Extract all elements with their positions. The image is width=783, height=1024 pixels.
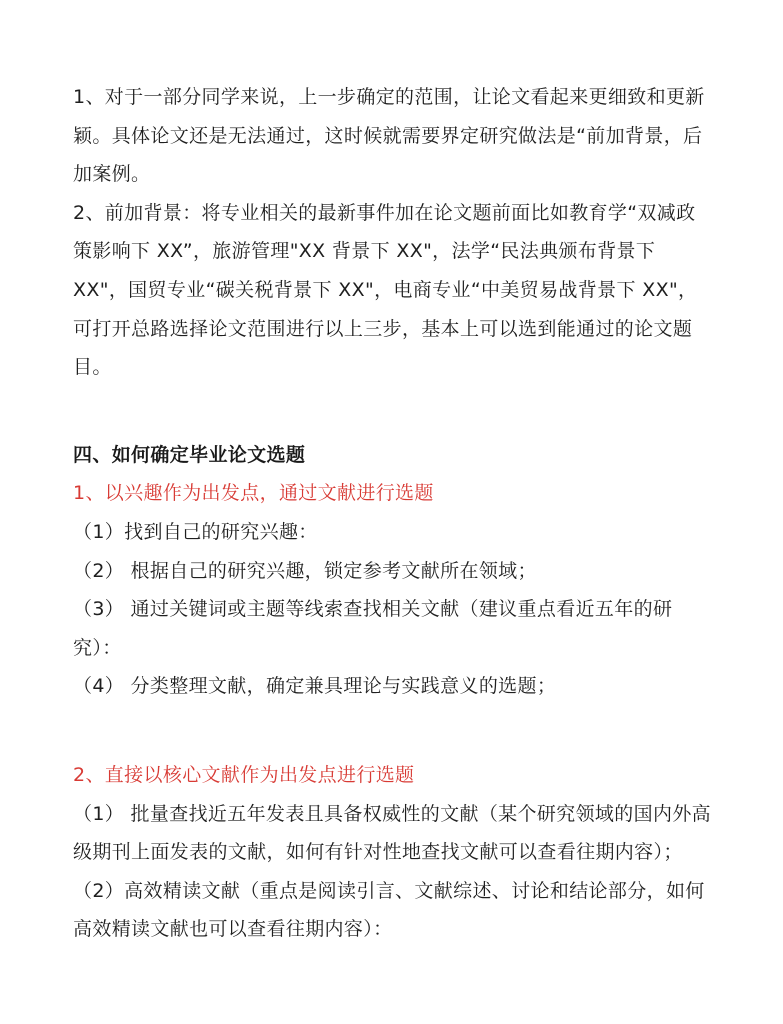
- document-page: [73, 78, 713, 949]
- method-1-step-3: （3） 通过关键词或主题等线索查找相关文献（建议重点看近五年的研究）：: [73, 598, 673, 659]
- method-1-step-2: （2） 根据自己的研究兴趣，锁定参考文献所在领域；: [73, 559, 537, 582]
- method-2-heading: 2、直接以核心文献作为出发点进行选题: [73, 763, 415, 786]
- intro-paragraph-2: 2、前加背景：将专业相关的最新事件加在论文题前面比如教育学“双减政策影响下 XX”，旅游管理"XX 背景下 XX"，法学“民法典颁布背景下 XX"，国贸专业“碳关税背景下 XX"，电商专业“中美贸易战背景下 XX"，可打开总路选择论文范围进行以上三步，基本上可以选到能通过的论文题目。: [73, 201, 698, 379]
- method-1-step-4: （4） 分类整理文献，确定兼具理论与实践意义的选题；: [73, 675, 557, 698]
- method-2-step-1: （1） 批量查找近五年发表且具备权威性的文献（某个研究领域的国内外高级期刊上面发表的文献，如何有针对性地查找文献可以查看往期内容）；: [73, 802, 712, 864]
- method-2-step-2: （2）高效精读文献（重点是阅读引言、文献综述、讨论和结论部分，如何高效精读文献也可以查看往期内容）：: [73, 879, 705, 941]
- intro-paragraph-1: 1、对于一部分同学来说，上一步确定的范围，让论文看起来更细致和更新颖。具体论文还是无法通过，这时候就需要界定研究做法是“前加背景，后加案例。: [73, 86, 705, 186]
- method-1-heading: 1、以兴趣作为出发点，通过文献进行选题: [73, 482, 434, 505]
- section-title: 四、如何确定毕业论文选题: [73, 443, 306, 466]
- method-1-step-1: （1）找到自己的研究兴趣：: [73, 520, 318, 543]
